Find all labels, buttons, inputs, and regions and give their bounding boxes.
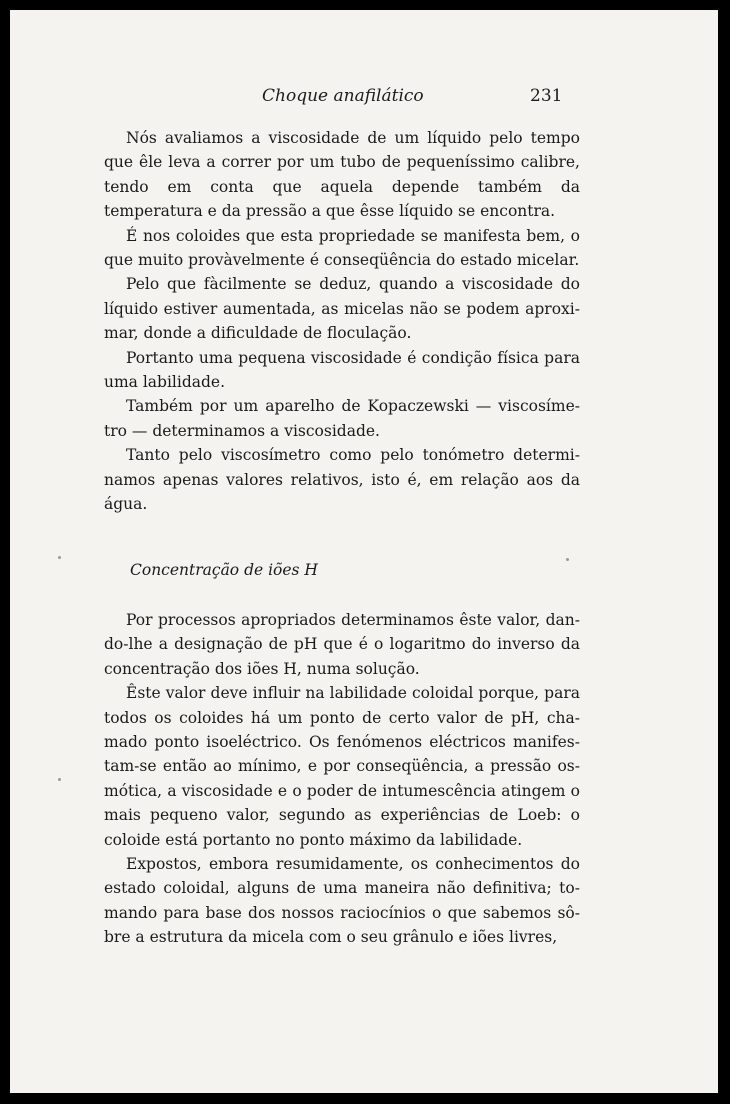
paper-speck [58,778,61,781]
running-head [10,86,718,112]
paragraph: Pelo que fàcilmente se deduz, quando a viscosidade do líquido estiver aumentada, as micelas não se podem aproximar, donde a dificuldade de floculação. [104,275,580,343]
section-ph [104,608,580,950]
paragraph: Êste valor deve influir na labilidade coloidal porque, para todos os coloides há um ponto de certo valor de pH, chamado ponto isoeléctrico. Os fenómenos eléctricos manifestam-se então ao mínimo, e por conseqüência, a pressão osmótica, a viscosidade e o poder de intumescência atingem o mais pequeno valor, segundo as experiências de Loeb: o coloide está portanto no ponto máximo da labilidade. [104,684,580,849]
section-viscosity [104,126,580,517]
paragraph: Tanto pelo viscosímetro como pelo tonómetro determinamos apenas valores relativos, isto é, em relação aos da água. [104,446,580,514]
paragraph: Portanto uma pequena viscosidade é condição física para uma labilidade. [104,348,580,392]
paper-speck [58,556,61,559]
page-number: 231 [530,86,563,106]
book-page [10,10,718,1093]
paragraph: Por processos apropriados determinamos êste valor, dando-lhe a designação de pH que é o logaritmo do inverso da concentração dos iões H, numa solução. [104,611,580,678]
paper-speck [566,558,569,561]
paragraph: Também por um aparelho de Kopaczewski — viscosímetro — determinamos a viscosidade. [104,397,580,440]
running-title: Choque anafilático [262,86,424,106]
section-heading: Concentração de iões H [130,561,318,579]
paragraph: Nós avaliamos a viscosidade de um líquido pelo tempo que êle leva a correr por um tubo de pequeníssimo calibre, tendo em conta que aquela depende também da temperatura e da pressão a que êsse líquido se encontra. [104,129,580,221]
paragraph: Expostos, embora resumidamente, os conhecimentos do estado coloidal, alguns de uma maneira não definitiva; tomando para base dos nossos raciocínios o que sabemos sôbre a estrutura da micela com o seu grânulo e iões livres, [104,855,580,947]
paragraph: É nos coloides que esta propriedade se manifesta bem, o que muito provàvelmente é conseqüência do estado micelar. [104,226,580,270]
